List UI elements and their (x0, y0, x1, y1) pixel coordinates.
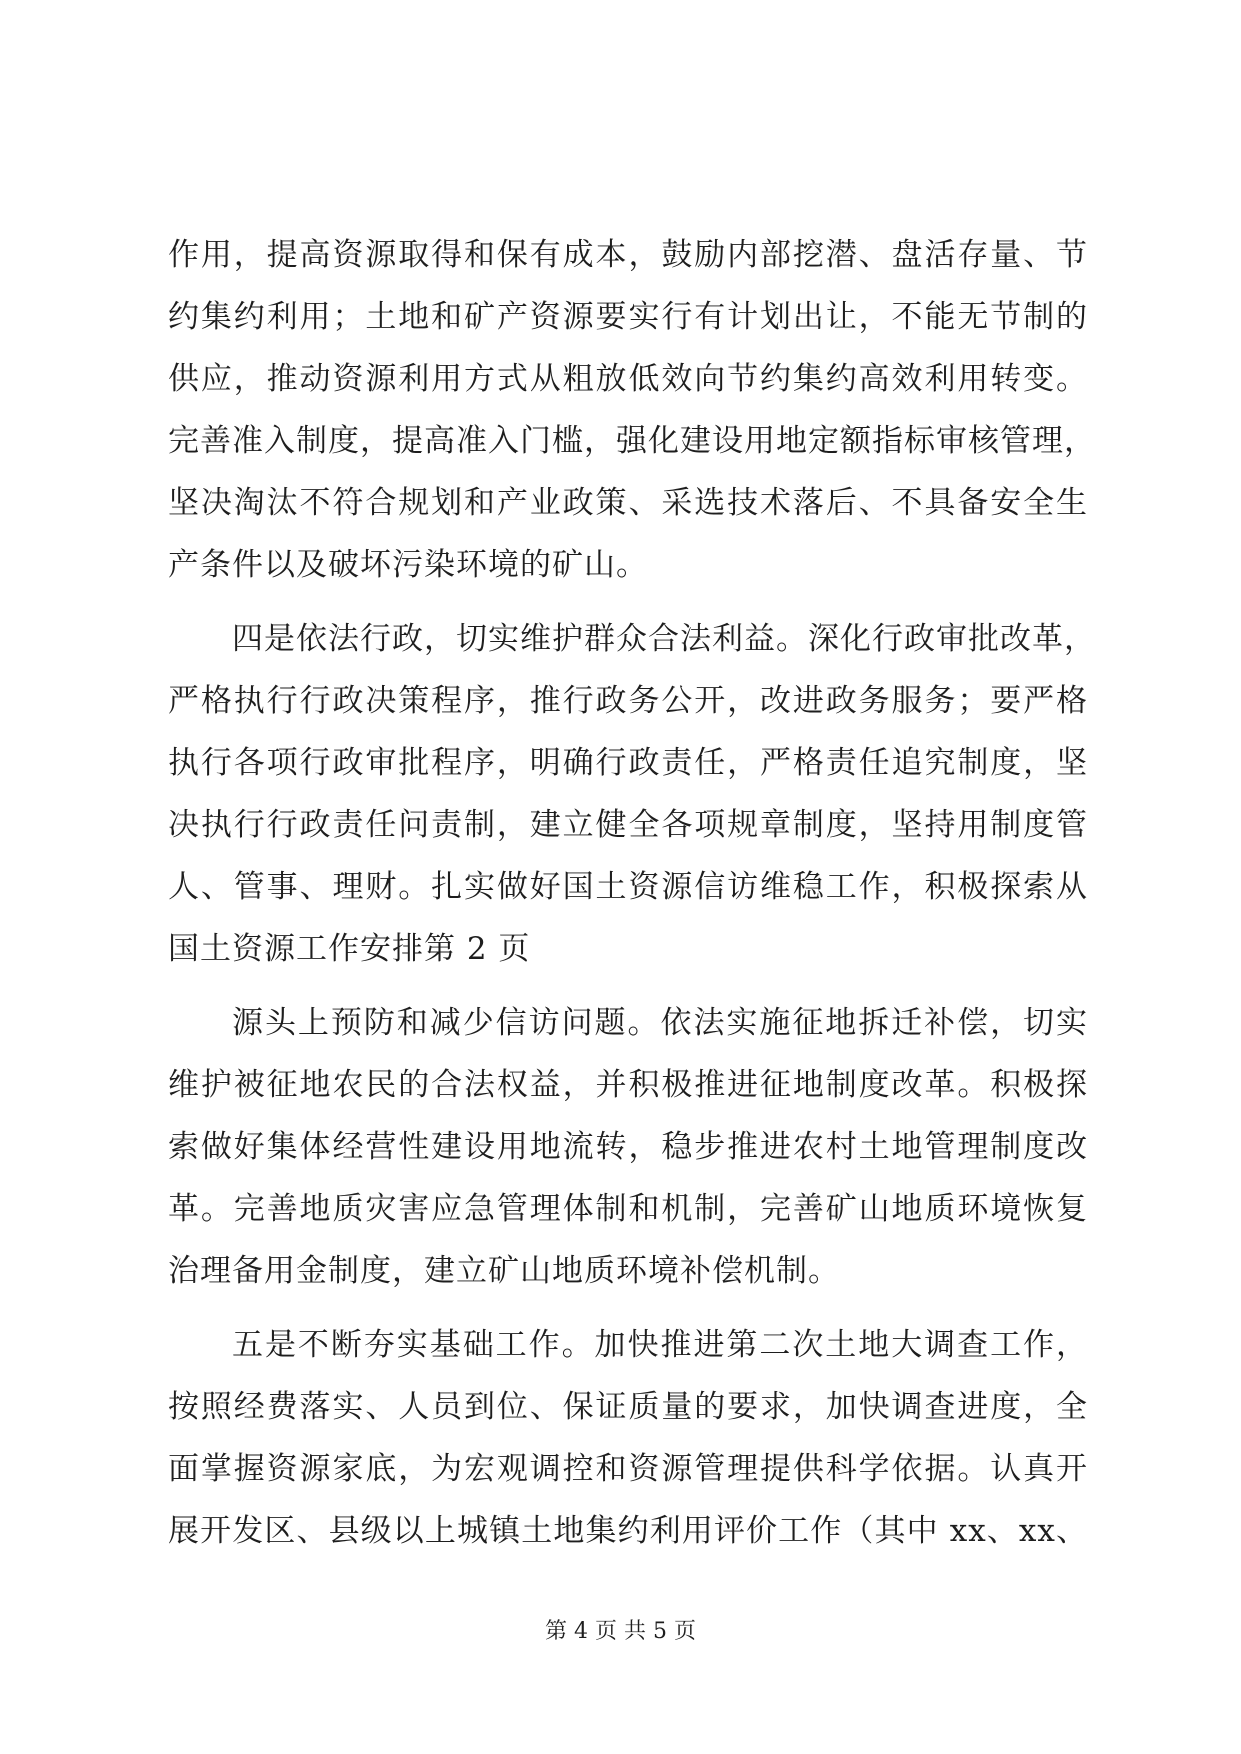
text-line: 执行各项行政审批程序，明确行政责任，严格责任追究制度，坚 (168, 745, 1088, 781)
text-line: 产条件以及破坏污染环境的矿山。 (168, 547, 648, 583)
text-line: 作用，提高资源取得和保有成本，鼓励内部挖潜、盘活存量、节 (168, 237, 1088, 273)
text-line: 展开发区、县级以上城镇土地集约利用评价工作（其中 xx、xx、 (168, 1513, 1088, 1549)
text-line: 坚决淘汰不符合规划和产业政策、采选技术落后、不具备安全生 (168, 485, 1088, 521)
text-line: 维护被征地农民的合法权益，并积极推进征地制度改革。积极探 (168, 1067, 1088, 1103)
text-line: 按照经费落实、人员到位、保证质量的要求，加快调查进度，全 (168, 1389, 1088, 1425)
text-line: 国土资源工作安排第 2 页 (168, 931, 531, 967)
page-footer (0, 1614, 1241, 1645)
text-line: 完善准入制度，提高准入门槛，强化建设用地定额指标审核管理， (168, 423, 1096, 459)
text-line: 供应，推动资源利用方式从粗放低效向节约集约高效利用转变。 (168, 361, 1088, 397)
text-line: 决执行行政责任问责制，建立健全各项规章制度，坚持用制度管 (168, 807, 1088, 843)
paragraph-1 (168, 224, 1096, 596)
text-line: 人、管事、理财。扎实做好国土资源信访维稳工作，积极探索从 (168, 869, 1088, 905)
text-line: 索做好集体经营性建设用地流转，稳步推进农村土地管理制度改 (168, 1129, 1088, 1165)
text-line: 四是依法行政，切实维护群众合法利益。深化行政审批改革， (232, 621, 1096, 657)
page-number-label: 第 4 页 共 5 页 (545, 1619, 696, 1644)
text-line: 革。完善地质灾害应急管理体制和机制，完善矿山地质环境恢复 (168, 1191, 1088, 1227)
paragraph-2 (168, 608, 1096, 980)
text-line: 严格执行行政决策程序，推行政务公开，改进政务服务；要严格 (168, 683, 1088, 719)
text-line: 五是不断夯实基础工作。加快推进第二次土地大调查工作， (232, 1327, 1088, 1363)
text-line: 约集约利用；土地和矿产资源要实行有计划出让，不能无节制的 (168, 299, 1088, 335)
paragraph-3 (168, 992, 1088, 1302)
document-body (168, 224, 1096, 1562)
text-line: 面掌握资源家底，为宏观调控和资源管理提供科学依据。认真开 (168, 1451, 1088, 1487)
paragraph-4 (168, 1314, 1088, 1562)
text-line: 源头上预防和减少信访问题。依法实施征地拆迁补偿，切实 (232, 1005, 1088, 1041)
text-line: 治理备用金制度，建立矿山地质环境补偿机制。 (168, 1253, 840, 1289)
